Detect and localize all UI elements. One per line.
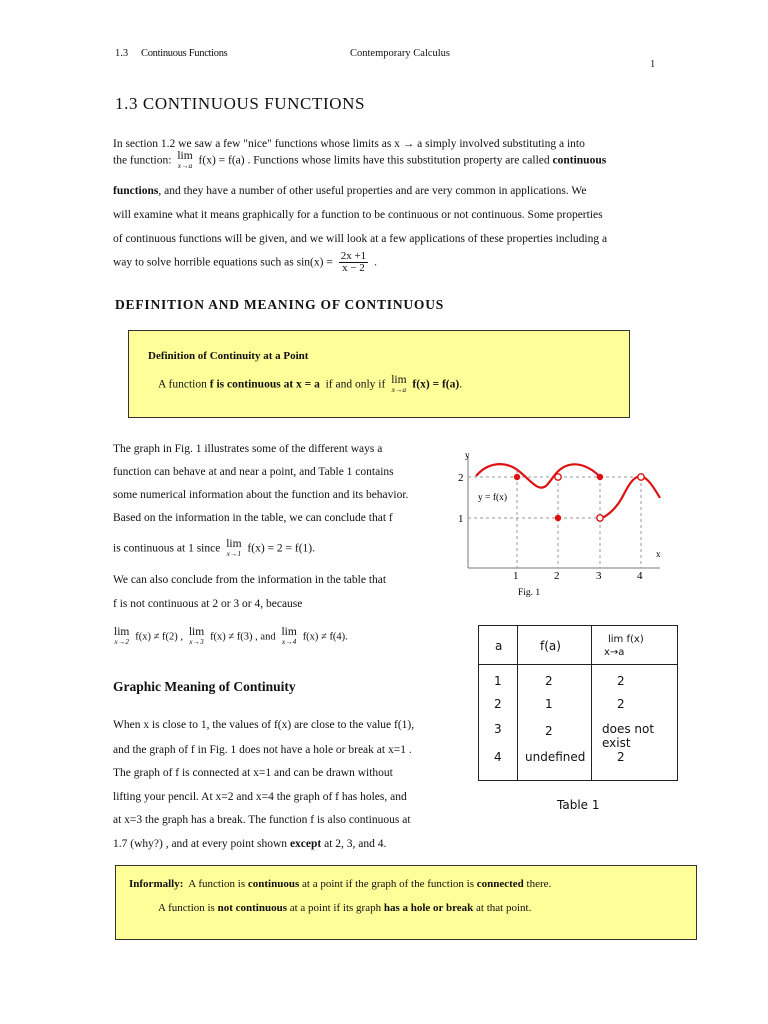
graphic-line-1: When x is close to 1, the values of f(x) are close to the value f(1), [113,719,415,731]
table-header-a: a [495,639,503,653]
table-header-fa: f(a) [540,639,561,653]
table-cell: 2 [617,750,625,764]
intro-line-3: functions, and they have a number of other useful properties and are very common in applications. We [113,185,587,197]
informal-line-1: Informally: A function is continuous at a point if the graph of the function is connected there. [129,878,552,890]
definition-title: Definition of Continuity at a Point [148,350,309,362]
page-title: 1.3 CONTINUOUS FUNCTIONS [115,94,366,113]
table-cell: 2 [545,674,553,688]
header-section-number: 1.3 [115,48,129,59]
section-heading: DEFINITION AND MEANING OF CONTINUOUS [115,297,445,312]
table-1 [478,625,678,781]
x-tick-3: 3 [596,570,602,582]
point-x1 [514,474,520,480]
body-line-1: The graph in Fig. 1 illustrates some of the different ways a [113,443,383,455]
table-cell: 2 [617,697,625,711]
header-section-title: Continuous Functions [141,48,228,59]
intro-line-6: way to solve horrible equations such as sin(x) = $\frac{2x +1}{x - 2}$ . [113,250,377,274]
body-line-6: We can also conclude from the information in the table that [113,574,387,586]
table-header-lim-sub: x→a [604,647,625,658]
body-line-8: lim x→2 f(x) ≠ f(2) , lim x→3 f(x) ≠ f(3) , and lim x→4 f(x) ≠ f(4). [114,626,348,646]
informal-line-2: A function is not continuous at a point if its graph has a hole or break at that point. [158,902,532,914]
graphic-line-3: The graph of f is connected at x=1 and can be drawn without [113,767,393,779]
y-axis-label: y [465,450,470,460]
point-x3 [597,474,603,480]
intro-line-1: In section 1.2 we saw a few "nice" functions whose limits as x → a simply involved substituting a into [113,138,585,150]
x-tick-1: 1 [513,570,519,582]
table-cell: 2 [545,724,553,738]
table-cell: 4 [494,750,502,764]
table-header-lim: lim f(x) [608,634,644,645]
table-cell: 1 [494,674,502,688]
hole-x4 [638,474,644,480]
figure-1-graph [450,448,670,603]
body-line-3: some numerical information about the function and its behavior. [113,489,409,501]
body-line-2: function can behave at and near a point, and Table 1 contains [113,466,394,478]
table-cell: 2 [494,697,502,711]
graphic-line-4: lifting your pencil. At x=2 and x=4 the graph of f has holes, and [113,791,407,803]
graphic-line-5: at x=3 the graph has a break. The function f is also continuous at [113,814,411,826]
definition-text: A function f is continuous at x = a if and only if lim x→a f(x) = f(a). [158,374,463,394]
body-line-4: Based on the information in the table, we can conclude that f [113,512,393,524]
table-caption: Table 1 [557,798,600,812]
table-cell: does not exist [602,722,655,750]
intro-line-4: will examine what it means graphically for a function to be continuous or not continuous. Some properties [113,209,603,221]
x-tick-4: 4 [637,570,643,582]
hole-x2 [555,474,561,480]
y-tick-2: 2 [458,472,464,484]
limit-expression: lim x→a [177,150,193,170]
table-cell: 3 [494,722,502,736]
graphic-line-6: 1.7 (why?) , and at every point shown except at 2, 3, and 4. [113,838,387,850]
x-axis-label: x [656,549,661,559]
x-tick-2: 2 [554,570,560,582]
fraction-expression: $\frac{2x +1}{x - 2}$ [340,250,367,274]
intro-line-2: the function: lim x→a f(x) = f(a) . Functions whose limits have this substitution property are called continuous [113,150,607,170]
point-f2 [555,515,561,521]
informal-box [115,865,697,940]
body-line-7: f is not continuous at 2 or 3 or 4, because [113,598,303,610]
figure-caption: Fig. 1 [518,588,541,598]
curve-label: y = f(x) [478,493,508,503]
table-cell: 1 [545,697,553,711]
y-tick-1: 1 [458,513,464,525]
table-cell: 2 [617,674,625,688]
graphic-line-2: and the graph of f in Fig. 1 does not have a hole or break at x=1 . [113,744,412,756]
table-cell: undefined [525,750,586,764]
body-line-5: is continuous at 1 since lim x→1 f(x) = 2 = f(1). [113,538,315,558]
page-number: 1 [650,59,656,70]
graphic-heading: Graphic Meaning of Continuity [113,679,296,694]
definition-box [128,330,630,418]
hole-x3 [597,515,603,521]
header-book-title: Contemporary Calculus [350,48,451,59]
function-curve [476,464,660,518]
intro-line-5: of continuous functions will be given, and we will look at a few applications of these properties including a [113,233,608,245]
